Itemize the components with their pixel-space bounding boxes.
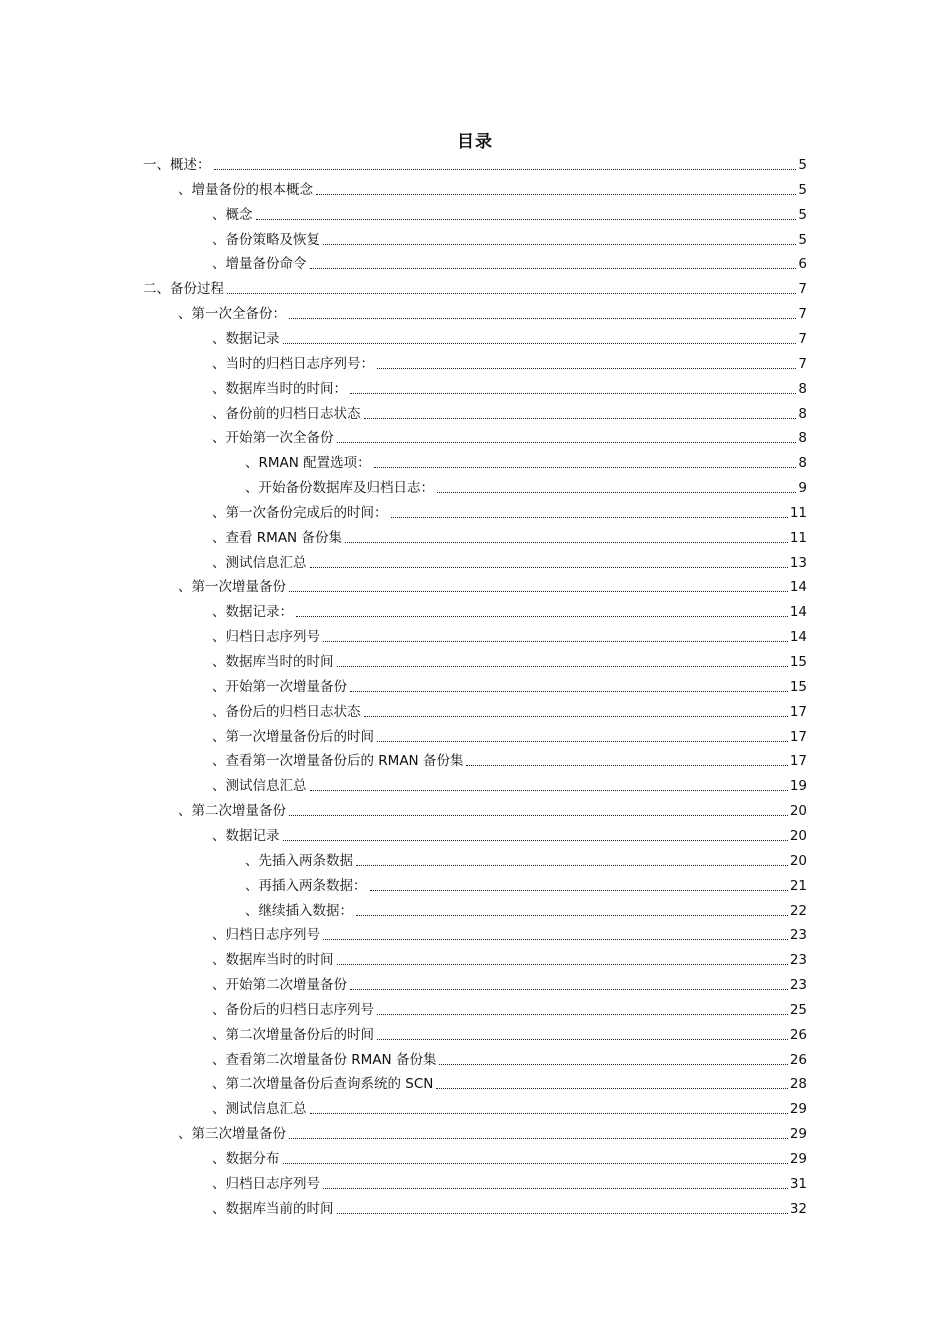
toc-entry-page-number: 29 [789,1101,807,1118]
toc-entry-label: 、备份策略及恢复 [212,231,320,248]
toc-entry[interactable] [212,598,807,622]
toc-dot-leader [323,641,788,642]
toc-entry[interactable] [178,1120,807,1144]
toc-entry-page-number: 15 [789,654,807,670]
toc-dot-leader [323,939,788,940]
toc-entry-label: 、开始第二次增量备份 [212,977,347,994]
toc-entry[interactable] [245,897,807,921]
toc-entry[interactable] [212,772,807,796]
toc-dot-leader [227,293,796,294]
toc-entry-page-number: 7 [798,306,807,323]
toc-entry-page-number: 15 [789,678,807,695]
toc-dot-leader [377,1014,788,1015]
toc-entry-label: 、数据库当前的时间 [212,1200,334,1217]
toc-entry[interactable] [143,275,807,299]
toc-dot-leader [350,393,796,394]
toc-entry[interactable] [178,176,807,200]
toc-dot-leader [377,741,788,742]
toc-entry[interactable] [212,1095,807,1119]
toc-entry-label: 、数据分布 [212,1151,280,1167]
toc-entry[interactable] [178,300,807,324]
toc-entry[interactable] [212,400,807,424]
toc-entry[interactable] [212,1145,807,1169]
toc-entry-label: 、数据库当时的时间 [212,654,334,670]
toc-dot-leader [283,343,797,344]
toc-dot-leader [214,169,797,170]
toc-entry-label: 、数据库当时的时间 [212,952,334,969]
toc-entry-label: 、第一次备份完成后的时间： [212,504,388,521]
toc-entry-page-number: 5 [798,157,807,173]
toc-entry[interactable] [212,747,807,771]
toc-entry-page-number: 25 [789,1001,807,1018]
toc-entry-page-number: 13 [789,554,807,571]
toc-entry[interactable] [212,971,807,995]
toc-entry[interactable] [212,524,807,548]
toc-dot-leader [437,492,796,493]
toc-entry-page-number: 14 [789,579,807,596]
toc-entry[interactable] [212,375,807,399]
toc-entry-label: 、第一次全备份： [178,306,286,323]
toc-entry-page-number: 29 [789,1126,807,1143]
toc-entry[interactable] [212,822,807,846]
toc-entry[interactable] [245,474,807,498]
toc-dot-leader [310,1113,788,1114]
toc-entry[interactable] [212,673,807,697]
toc-entry[interactable] [245,449,807,473]
toc-dot-leader [316,194,796,195]
toc-dot-leader [337,1213,788,1214]
toc-entry-label: 、查看 RMAN 备份集 [212,529,342,546]
toc-dot-leader [345,542,788,543]
toc-dot-leader [289,815,788,816]
toc-entry-page-number: 8 [798,430,807,447]
toc-entry-page-number: 8 [798,405,807,422]
toc-entry-label: 、继续插入数据： [245,902,353,919]
toc-entry-label: 、数据记录 [212,827,280,844]
toc-entry[interactable] [212,250,807,274]
toc-entry-page-number: 8 [798,455,807,472]
toc-entry[interactable] [143,151,807,175]
toc-dot-leader [289,1138,788,1139]
toc-entry-page-number: 14 [789,604,807,621]
toc-entry-label: 、概念 [212,206,253,223]
toc-entry-label: 、数据库当时的时间： [212,380,347,397]
toc-dot-leader [310,268,797,269]
toc-entry-page-number: 23 [789,952,807,969]
toc-entry[interactable] [212,921,807,945]
toc-entry-label: 、增量备份的根本概念 [178,181,313,198]
toc-entry-page-number: 6 [798,256,807,273]
toc-dot-leader [356,865,788,866]
toc-entry-label: 、归档日志序列号 [212,629,320,646]
toc-entry-label: 、开始第一次增量备份 [212,678,347,695]
toc-dot-leader [310,567,788,568]
toc-entry-page-number: 11 [789,529,807,546]
toc-dot-leader [283,1163,788,1164]
toc-title: 目录 [457,132,493,152]
toc-entry[interactable] [212,424,807,448]
toc-entry-label: 、RMAN 配置选项： [245,455,371,472]
toc-entry-label: 、测试信息汇总 [212,778,307,795]
toc-entry-page-number: 28 [789,1076,807,1093]
toc-entry[interactable] [212,698,807,722]
toc-dot-leader [337,666,788,667]
toc-entry[interactable] [212,1046,807,1070]
toc-entry-label: 、归档日志序列号 [212,927,320,944]
toc-dot-leader [370,890,788,891]
toc-entry-page-number: 20 [789,852,807,869]
toc-entry[interactable] [245,872,807,896]
toc-entry-page-number: 5 [798,206,807,223]
toc-entry-page-number: 7 [798,281,807,298]
toc-dot-leader [350,691,788,692]
toc-entry-page-number: 26 [789,1026,807,1043]
toc-entry-page-number: 19 [789,778,807,795]
toc-entry-page-number: 23 [789,977,807,994]
toc-entry-label: 、第二次增量备份 [178,803,286,820]
toc-entry[interactable] [178,573,807,597]
toc-entry-label: 、增量备份命令 [212,256,307,273]
toc-entry[interactable] [178,797,807,821]
toc-entry-label: 、备份前的归档日志状态 [212,405,361,422]
toc-entry-page-number: 5 [798,231,807,248]
toc-dot-leader [296,616,788,617]
toc-dot-leader [323,244,796,245]
toc-dot-leader [350,989,788,990]
toc-dot-leader [439,1064,787,1065]
toc-entry-label: 、备份后的归档日志状态 [212,703,361,720]
toc-entry-label: 一、概述： [143,157,211,173]
toc-entry-label: 、开始备份数据库及归档日志： [245,480,434,497]
toc-dot-leader [377,368,796,369]
toc-entry-page-number: 17 [789,703,807,720]
toc-entry-page-number: 7 [798,355,807,372]
toc-entry[interactable] [212,996,807,1020]
toc-dot-leader [337,442,797,443]
toc-entry-label: 、测试信息汇总 [212,1101,307,1118]
toc-entry-page-number: 17 [789,728,807,745]
toc-dot-leader [256,219,797,220]
toc-entry-page-number: 20 [789,803,807,820]
toc-entry[interactable] [212,623,807,647]
toc-entry[interactable] [212,723,807,747]
toc-entry-page-number: 7 [798,330,807,347]
toc-entry-label: 、数据记录 [212,330,280,347]
toc-entry-page-number: 17 [789,753,807,770]
toc-entry[interactable] [245,847,807,871]
toc-entry-label: 、第一次增量备份后的时间 [212,728,374,745]
toc-entry-page-number: 29 [789,1151,807,1167]
toc-entry-page-number: 9 [798,480,807,497]
toc-dot-leader [391,517,788,518]
toc-dot-leader [436,1088,787,1089]
toc-entry-label: 、先插入两条数据 [245,852,353,869]
toc-entry-label: 、测试信息汇总 [212,554,307,571]
toc-entry-page-number: 14 [789,629,807,646]
toc-entry-page-number: 32 [789,1200,807,1217]
toc-entry-page-number: 31 [789,1175,807,1192]
toc-entry[interactable] [212,946,807,970]
toc-entry[interactable] [212,325,807,349]
toc-dot-leader [289,591,788,592]
toc-entry[interactable] [212,226,807,250]
toc-dot-leader [364,418,797,419]
toc-entry-page-number: 20 [789,827,807,844]
toc-entry[interactable] [212,350,807,374]
toc-entry-page-number: 5 [798,181,807,198]
toc-entry-label: 、当时的归档日志序列号： [212,355,374,372]
toc-entry-label: 、归档日志序列号 [212,1175,320,1192]
toc-entry[interactable] [212,1070,807,1094]
toc-entry-label: 、数据记录： [212,604,293,621]
toc-dot-leader [283,840,788,841]
toc-entry[interactable] [212,648,807,672]
toc-entry-label: 、再插入两条数据： [245,877,367,894]
toc-entry-page-number: 26 [789,1051,807,1068]
toc-entry[interactable] [212,201,807,225]
toc-entry-label: 、查看第一次增量备份后的 RMAN 备份集 [212,753,464,770]
toc-dot-leader [466,765,787,766]
toc-entry-label: 、第二次增量备份后查询系统的 SCN [212,1076,434,1093]
toc-entry[interactable] [212,1021,807,1045]
toc-entry-page-number: 8 [798,380,807,397]
toc-entry-label: 二、备份过程 [143,281,224,298]
toc-dot-leader [364,716,788,717]
toc-dot-leader [356,915,788,916]
toc-entry-page-number: 11 [789,504,807,521]
toc-entry[interactable] [212,549,807,573]
toc-dot-leader [289,318,796,319]
toc-entry[interactable] [212,499,807,523]
toc-entry-label: 、备份后的归档日志序列号 [212,1001,374,1018]
toc-entry-label: 、第二次增量备份后的时间 [212,1026,374,1043]
toc-dot-leader [337,964,788,965]
toc-entry-label: 、第三次增量备份 [178,1126,286,1143]
toc-entry-page-number: 22 [789,902,807,919]
toc-entry-page-number: 23 [789,927,807,944]
toc-entry[interactable] [212,1195,807,1219]
toc-entry-label: 、开始第一次全备份 [212,430,334,447]
toc-entry[interactable] [212,1170,807,1194]
toc-dot-leader [323,1188,788,1189]
toc-entry-label: 、查看第二次增量备份 RMAN 备份集 [212,1051,437,1068]
toc-dot-leader [374,467,797,468]
toc-dot-leader [377,1039,788,1040]
toc-dot-leader [310,790,788,791]
toc-entry-page-number: 21 [789,877,807,894]
toc-entry-label: 、第一次增量备份 [178,579,286,596]
